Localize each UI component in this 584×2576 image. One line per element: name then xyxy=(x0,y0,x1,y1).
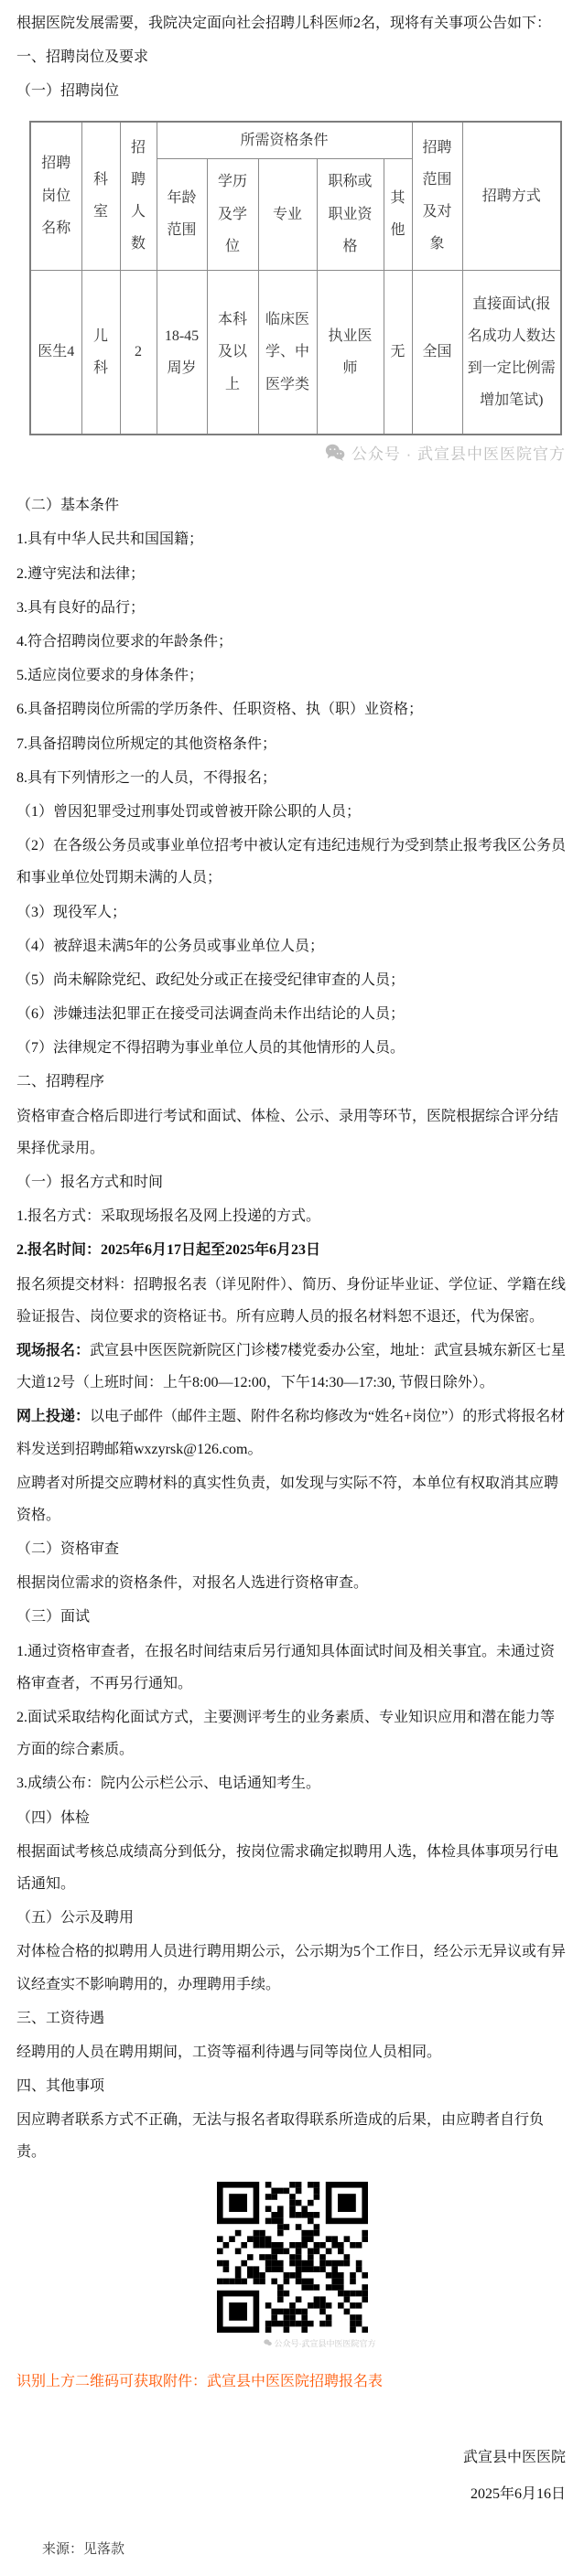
paragraph: （四）体检 xyxy=(16,1809,91,1826)
paragraph: 3.具有良好的品行； xyxy=(16,599,146,616)
body-blocks xyxy=(16,489,568,2168)
table-row xyxy=(30,270,561,435)
th-scope: 招聘范围及对象 xyxy=(412,122,462,271)
paragraph: （7）法律规定不得招聘为事业单位人员的其他情形的人员。 xyxy=(16,1040,406,1057)
cell-department: 儿科 xyxy=(81,270,120,435)
paragraph: 应聘者对所提交应聘材料的真实性负责，如发现与实际不符，本单位有权取消其应聘资格。 xyxy=(16,1475,559,1523)
section-heading-1: 一、招聘岗位及要求 xyxy=(16,49,149,66)
paragraph: （5）尚未解除党纪、政纪处分或正在接受纪律审查的人员； xyxy=(16,971,406,988)
cell-age: 18-45周岁 xyxy=(157,270,207,435)
paragraph: （二）基本条件 xyxy=(16,498,120,514)
attachment-note: 识别上方二维码可获取附件：武宣县中医医院招聘报名表 xyxy=(16,2373,384,2389)
paragraph: 7.具备招聘岗位所规定的其他资格条件； xyxy=(16,735,277,752)
qr-code[interactable] xyxy=(217,2182,368,2333)
paragraph: （1）曾因犯罪受过刑事处罚或曾被开除公职的人员； xyxy=(16,803,362,820)
th-department: 科室 xyxy=(81,122,120,271)
paragraph: 5.适应岗位要求的身体条件； xyxy=(16,668,204,684)
th-method: 招聘方式 xyxy=(462,122,561,271)
paragraph: （三）面试 xyxy=(16,1609,91,1626)
wechat-mini-icon xyxy=(264,2339,272,2346)
paragraph: （一）报名方式和时间 xyxy=(16,1175,164,1190)
th-education: 学历及学位 xyxy=(207,158,258,270)
qr-caption-row xyxy=(44,2337,584,2349)
paragraph: 现场报名：武宣县中医医院新院区门诊楼7楼党委办公室，地址：武宣县城东新区七星大道12号（上班时间：上午8:00—12:00，下午14:30—17:30, 节假日除外）。 xyxy=(16,1342,567,1391)
paragraph: 根据岗位需求的资格条件，对报名人选进行资格审查。 xyxy=(16,1575,369,1592)
th-age: 年龄范围 xyxy=(157,158,207,270)
paragraph-label: 网上投递： xyxy=(16,1409,91,1425)
wechat-watermark xyxy=(16,441,566,464)
paragraph: （2）在各级公务员或事业单位招考中被认定有违纪违规行为受到禁止报考我区公务员和事业单位处罚期未满的人员； xyxy=(16,838,567,886)
signature-org: 武宣县中医医院 xyxy=(462,2449,566,2465)
paragraph: （6）涉嫌违法犯罪正在接受司法调查尚未作出结论的人员； xyxy=(16,1006,406,1023)
intro-paragraph: 根据医院发展需要，我院决定面向社会招聘儿科医师2名，现将有关事项公告如下： xyxy=(16,16,552,31)
paragraph: 2.面试采取结构化面试方式，主要测评考生的业务素质、专业知识应用和潜在能力等方面的综合素质。 xyxy=(16,1710,556,1758)
cell-position-name: 医生4 xyxy=(30,270,81,435)
th-other: 其他 xyxy=(384,158,412,270)
section-subheading-1-1: （一）招聘岗位 xyxy=(16,83,120,100)
paragraph: 经聘用的人员在聘用期间，工资等福利待遇与同等岗位人员相同。 xyxy=(16,2044,442,2060)
paragraph: 根据面试考核总成绩高分到低分，按岗位需求确定拟聘用人选，体检具体事项另行电话通知。 xyxy=(16,1843,559,1892)
paragraph: 1.报名方式：采取现场报名及网上投递的方式。 xyxy=(16,1208,321,1225)
paragraph: 网上投递：以电子邮件（邮件主题、附件名称均修改为“姓名+岗位”）的形式将报名材料发送到招聘邮箱wxzyrsk@126.com。 xyxy=(16,1409,566,1457)
paragraph: 报名须提交材料：招聘报名表（详见附件）、简历、身份证毕业证、学位证、学籍在线验证报告、岗位要求的资格证书。所有应聘人员的报名材料恕不退还，代为保密。 xyxy=(16,1276,567,1325)
cell-title: 执业医师 xyxy=(317,270,384,435)
th-qualifications: 所需资格条件 xyxy=(157,122,412,159)
cell-method: 直接面试(报名成功人数达到一定比例需增加笔试) xyxy=(462,270,561,435)
th-major: 专业 xyxy=(258,158,317,270)
paragraph: 6.具备招聘岗位所需的学历条件、任职资格、执（职）业资格； xyxy=(16,702,424,718)
paragraph-label: 现场报名： xyxy=(16,1342,91,1358)
position-table xyxy=(29,121,562,436)
wechat-icon xyxy=(325,444,345,461)
paragraph: （3）现役军人； xyxy=(16,904,127,920)
paragraph: 4.符合招聘岗位要求的年龄条件； xyxy=(16,634,233,649)
th-title: 职称或职业资格 xyxy=(317,158,384,270)
paragraph: 三、工资待遇 xyxy=(16,2010,105,2026)
paragraph: （二）资格审查 xyxy=(16,1541,120,1558)
cell-scope: 全国 xyxy=(412,270,462,435)
paragraph: 因应聘者联系方式不正确，无法与报名者取得联系所造成的后果，由应聘者自行负责。 xyxy=(16,2112,545,2161)
paragraph: 1.具有中华人民共和国国籍； xyxy=(16,531,204,548)
qr-caption-label: 公众号·武宣县中医医院官方 xyxy=(274,2338,376,2348)
source-note: 来源：见落款 xyxy=(42,2541,125,2557)
paragraph: 二、招聘程序 xyxy=(16,1074,105,1090)
paragraph: 2.遵守宪法和法律； xyxy=(16,565,146,582)
paragraph: 3.成绩公布：院内公示栏公示、电话通知考生。 xyxy=(16,1776,321,1792)
wechat-watermark-label: 公众号 · 武宣县中医医院官方 xyxy=(351,445,566,464)
cell-major: 临床医学、中医学类 xyxy=(258,270,317,435)
signature-block xyxy=(16,2440,568,2513)
th-headcount: 招聘人数 xyxy=(120,122,157,271)
cell-headcount: 2 xyxy=(120,270,157,435)
paragraph: 2.报名时间：2025年6月17日起至2025年6月23日 xyxy=(16,1242,321,1259)
paragraph: 对体检合格的拟聘用人员进行聘用期公示，公示期为5个工作日，经公示无异议或有异议经查实不影响聘用的，办理聘用手续。 xyxy=(16,1944,567,1992)
qr-section xyxy=(16,2182,568,2349)
th-position-name: 招聘岗位名称 xyxy=(30,122,81,271)
paragraph: 8.具有下列情形之一的人员，不得报名； xyxy=(16,769,277,786)
paragraph: 资格审查合格后即进行考试和面试、体检、公示、录用等环节，医院根据综合评分结果择优录用。 xyxy=(16,1108,559,1156)
signature-date: 2025年6月16日 xyxy=(470,2485,566,2502)
paragraph: （五）公示及聘用 xyxy=(16,1910,135,1927)
cell-other: 无 xyxy=(384,270,412,435)
cell-education: 本科及以上 xyxy=(207,270,258,435)
paragraph: （4）被辞退未满5年的公务员或事业单位人员； xyxy=(16,938,325,954)
paragraph: 1.通过资格审查者，在报名时间结束后另行通知具体面试时间及相关事宜。未通过资格审查者，不再另行通知。 xyxy=(16,1643,556,1691)
paragraph: 四、其他事项 xyxy=(16,2078,105,2095)
